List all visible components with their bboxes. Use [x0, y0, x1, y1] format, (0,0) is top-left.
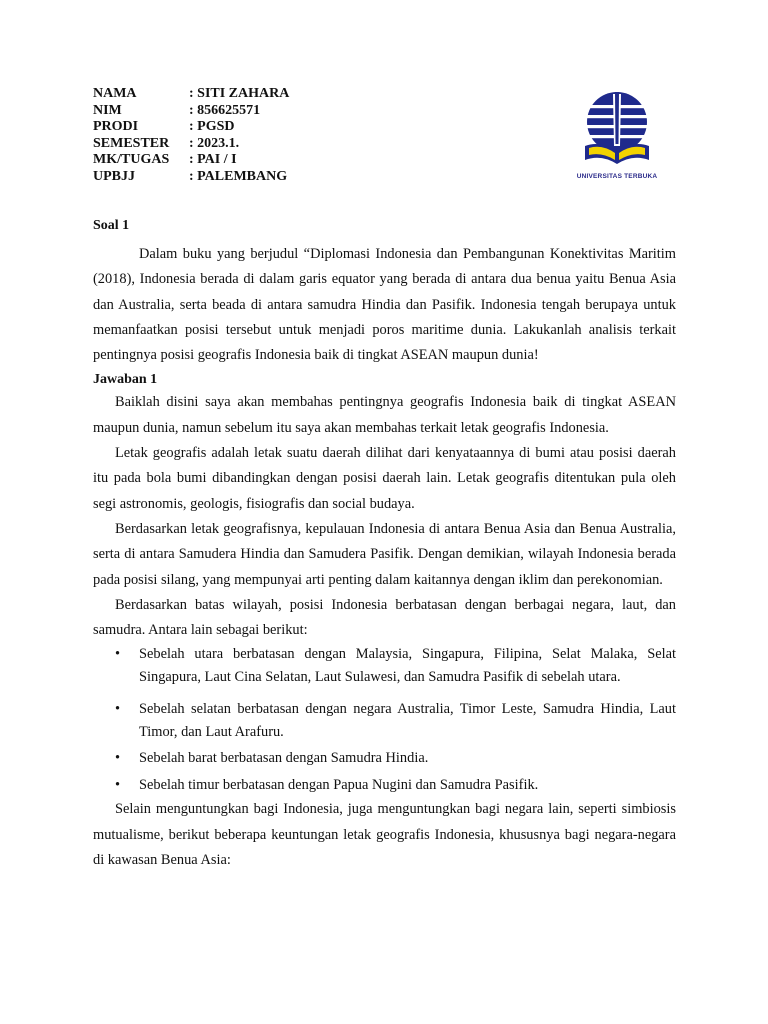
- bullet-icon: •: [115, 701, 121, 718]
- list-item-text: Sebelah selatan berbatasan dengan negara Australia, Timor Leste, Samudra Hindia, Laut Timor, dan Laut Arafuru.: [139, 701, 676, 740]
- answer-paragraph: Berdasarkan batas wilayah, posisi Indonesia berbatasan dengan berbagai negara, laut, dan samudra. Antara lain sebagai berikut:: [93, 596, 676, 639]
- info-value: : PGSD: [189, 119, 235, 135]
- border-list: [93, 643, 676, 796]
- bullet-icon: •: [115, 776, 121, 793]
- university-logo: [569, 88, 665, 180]
- university-logo-icon: [577, 88, 657, 172]
- info-key: MK/TUGAS: [93, 152, 170, 168]
- list-item: [93, 698, 676, 743]
- info-key: NAMA: [93, 86, 137, 101]
- list-item-text: Sebelah timur berbatasan dengan Papua Nugini dan Samudra Pasifik.: [139, 776, 539, 793]
- answer-paragraph: Letak geografis adalah letak suatu daerah dilihat dari kenyataannya di bumi atau posisi daerah itu pada bola bumi dibandingkan dengan posisi daerah lain. Letak geografis ditentukan pula oleh segi astronomis, geologis, fisiografis dan social budaya.: [93, 445, 676, 512]
- answer-paragraph: Baiklah disini saya akan membahas pentingnya geografis Indonesia baik di tingkat ASEAN maupun dunia, namun sebelum itu saya akan membahas terkait letak geografis Indonesia.: [93, 394, 676, 436]
- list-item: [93, 747, 676, 770]
- info-key: UPBJJ: [93, 168, 135, 184]
- question-title: Soal 1: [93, 218, 130, 233]
- info-value: : 2023.1.: [189, 135, 240, 151]
- info-value: : PAI / I: [189, 152, 237, 168]
- info-value: : PALEMBANG: [189, 168, 288, 184]
- info-value: : SITI ZAHARA: [189, 86, 290, 101]
- bullet-icon: •: [115, 646, 121, 663]
- bullet-icon: •: [115, 750, 121, 767]
- info-value: : 856625571: [189, 102, 261, 118]
- document-page: [93, 86, 676, 873]
- info-key: SEMESTER: [93, 135, 170, 151]
- answer-title: Jawaban 1: [93, 372, 158, 388]
- info-key: NIM: [93, 102, 122, 118]
- logo-text: UNIVERSITAS TERBUKA: [576, 173, 658, 180]
- list-item-text: Sebelah utara berbatasan dengan Malaysia, Singapura, Filipina, Selat Malaka, Selat Singapura, Laut Cina Selatan, Laut Sulawesi, dan Samudra Pasifik di sebelah utara.: [139, 646, 676, 685]
- list-item-text: Sebelah barat berbatasan dengan Samudra Hindia.: [139, 750, 429, 767]
- list-item: [93, 643, 676, 688]
- answer-closing: Selain menguntungkan bagi Indonesia, juga menguntungkan bagi negara lain, seperti simbiosis mutualisme, berikut beberapa keuntungan letak geografis Indonesia, khususnya bagi negara-negara di kawasan Benua Asia:: [93, 801, 676, 869]
- list-item: [93, 774, 676, 797]
- document-header: [93, 86, 676, 204]
- question-text: Dalam buku yang berjudul “Diplomasi Indonesia dan Pembangunan Konektivitas Maritim (2018), Indonesia berada di dalam garis equator yang berada di antara dua benua yaitu Benua Asia dan Australia, serta beada di antara samudra Hindia dan Pasifik. Indonesia tengah berupaya untuk memanfaatkan posisi tersebut untuk menjadi poros maritime dunia. Lakukanlah analisis terkait pentingnya posisi geografis Indonesia baik di tingkat ASEAN maupun dunia!: [93, 246, 676, 364]
- answer-paragraph: Berdasarkan letak geografisnya, kepulauan Indonesia di antara Benua Asia dan Benua Australia, serta di antara Samudera Hindia dan Samudera Pasifik. Dengan demikian, wilayah Indonesia berada pada posisi silang, yang mempunyai arti penting dalam kaitannya dengan iklim dan perekonomian.: [93, 520, 676, 588]
- info-key: PRODI: [93, 119, 139, 135]
